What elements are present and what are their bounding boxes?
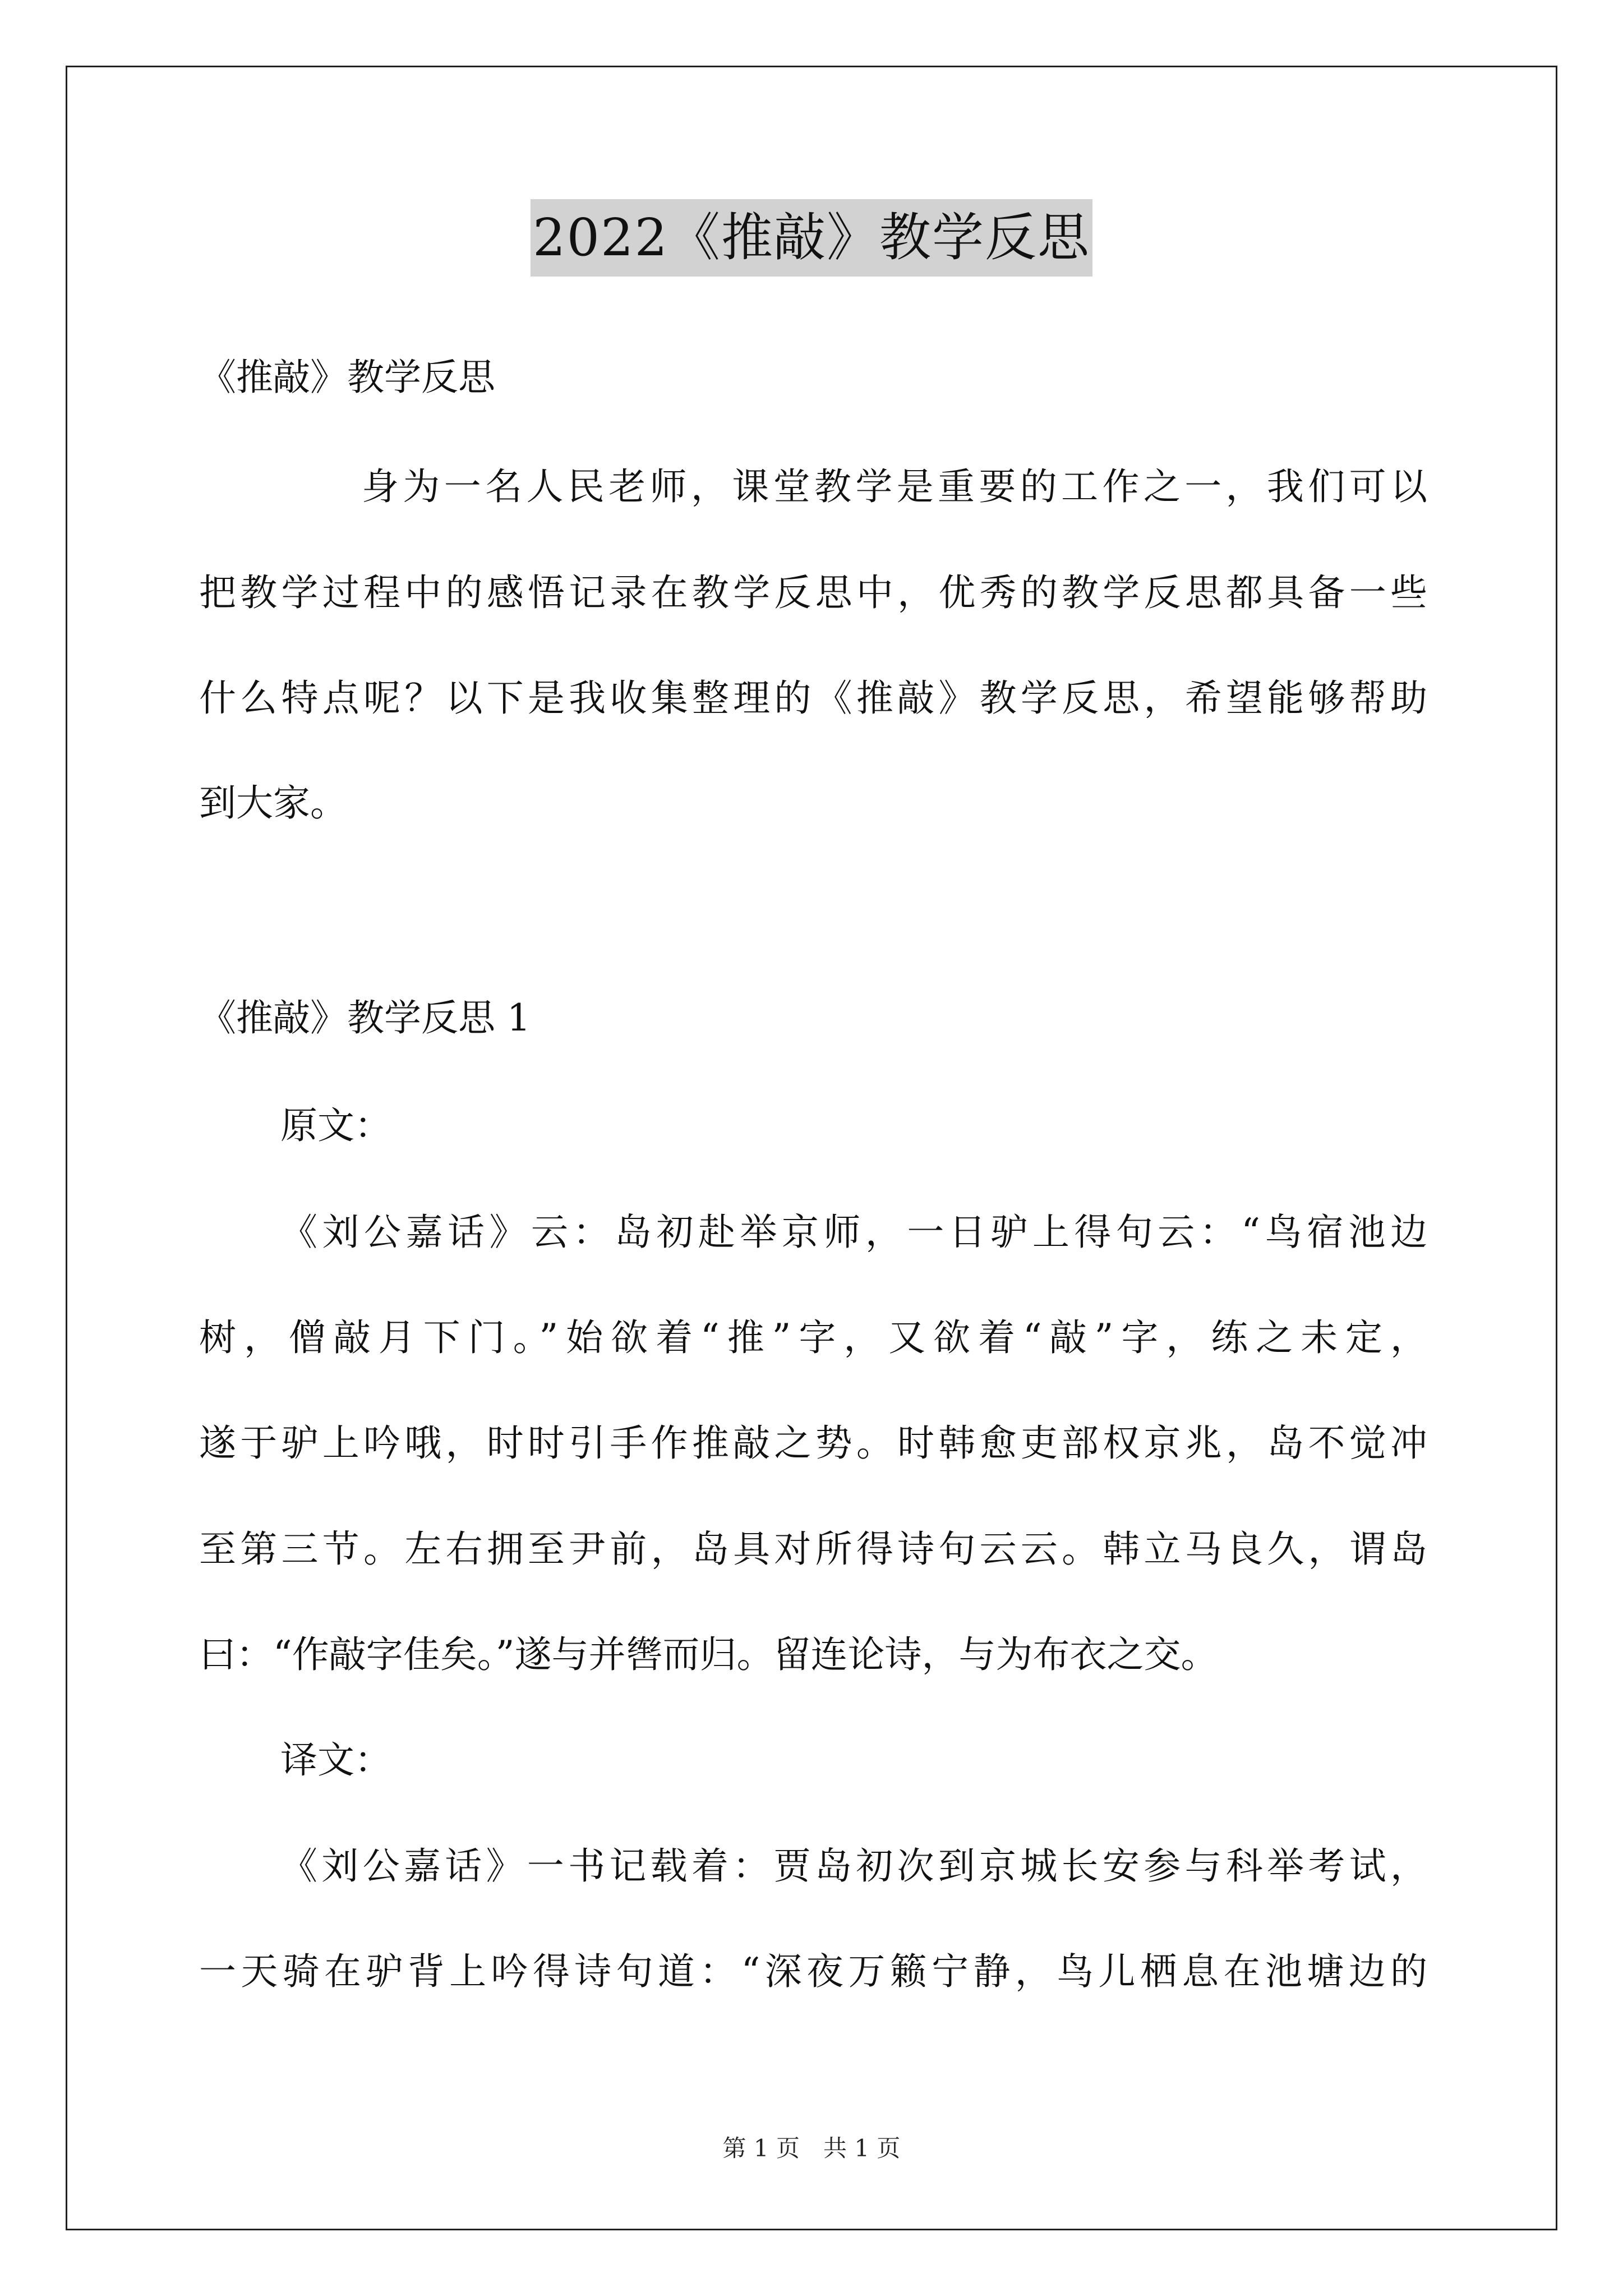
paragraph-text: 《刘公嘉话》一书记载着：贾岛初次到京城长安参与科举考试，	[280, 1844, 1427, 1888]
paragraph-line: 遂于驴上吟哦，时时引手作推敲之势。时韩愈吏部权京兆，岛不觉冲	[199, 1421, 1427, 1465]
section-heading: 《推敲》教学反思 1	[199, 996, 531, 1039]
paragraph-line	[199, 1841, 1427, 1892]
paragraph-line: 把教学过程中的感悟记录在教学反思中，优秀的教学反思都具备一些	[199, 571, 1427, 614]
page-footer	[0, 2132, 1623, 2165]
paragraph-line: 树，僧敲月下门。”始欲着“推”字，又欲着“敲”字，练之未定，	[199, 1316, 1427, 1359]
subheading-original: 原文：	[280, 1104, 391, 1147]
page-total: 共 1 页	[823, 2134, 901, 2162]
paragraph-line	[199, 1207, 1427, 1258]
paragraph-text: 身为一名人民老师，课堂教学是重要的工作之一，我们可以	[362, 465, 1427, 508]
paragraph-line: 曰：“作敲字佳矣。”遂与并辔而归。留连论诗，与为布衣之交。	[199, 1633, 1218, 1676]
title-container	[0, 199, 1623, 277]
paragraph-line	[199, 462, 1427, 512]
intro-heading: 《推敲》教学反思	[199, 356, 495, 399]
paragraph-line: 到大家。	[199, 781, 347, 825]
paragraph-text: 《刘公嘉话》云：岛初赴举京师，一日驴上得句云：“鸟宿池边	[280, 1211, 1427, 1254]
subheading-translation: 译文：	[280, 1738, 391, 1782]
paragraph-line: 至第三节。左右拥至尹前，岛具对所得诗句云云。韩立马良久，谓岛	[199, 1527, 1427, 1571]
document-title: 2022《推敲》教学反思	[531, 199, 1092, 277]
paragraph-line: 一天骑在驴背上吟得诗句道：“深夜万籁宁静，鸟儿栖息在池塘边的	[199, 1950, 1427, 1993]
page-number: 第 1 页	[722, 2134, 800, 2162]
paragraph-line: 什么特点呢？以下是我收集整理的《推敲》教学反思，希望能够帮助	[199, 677, 1427, 720]
